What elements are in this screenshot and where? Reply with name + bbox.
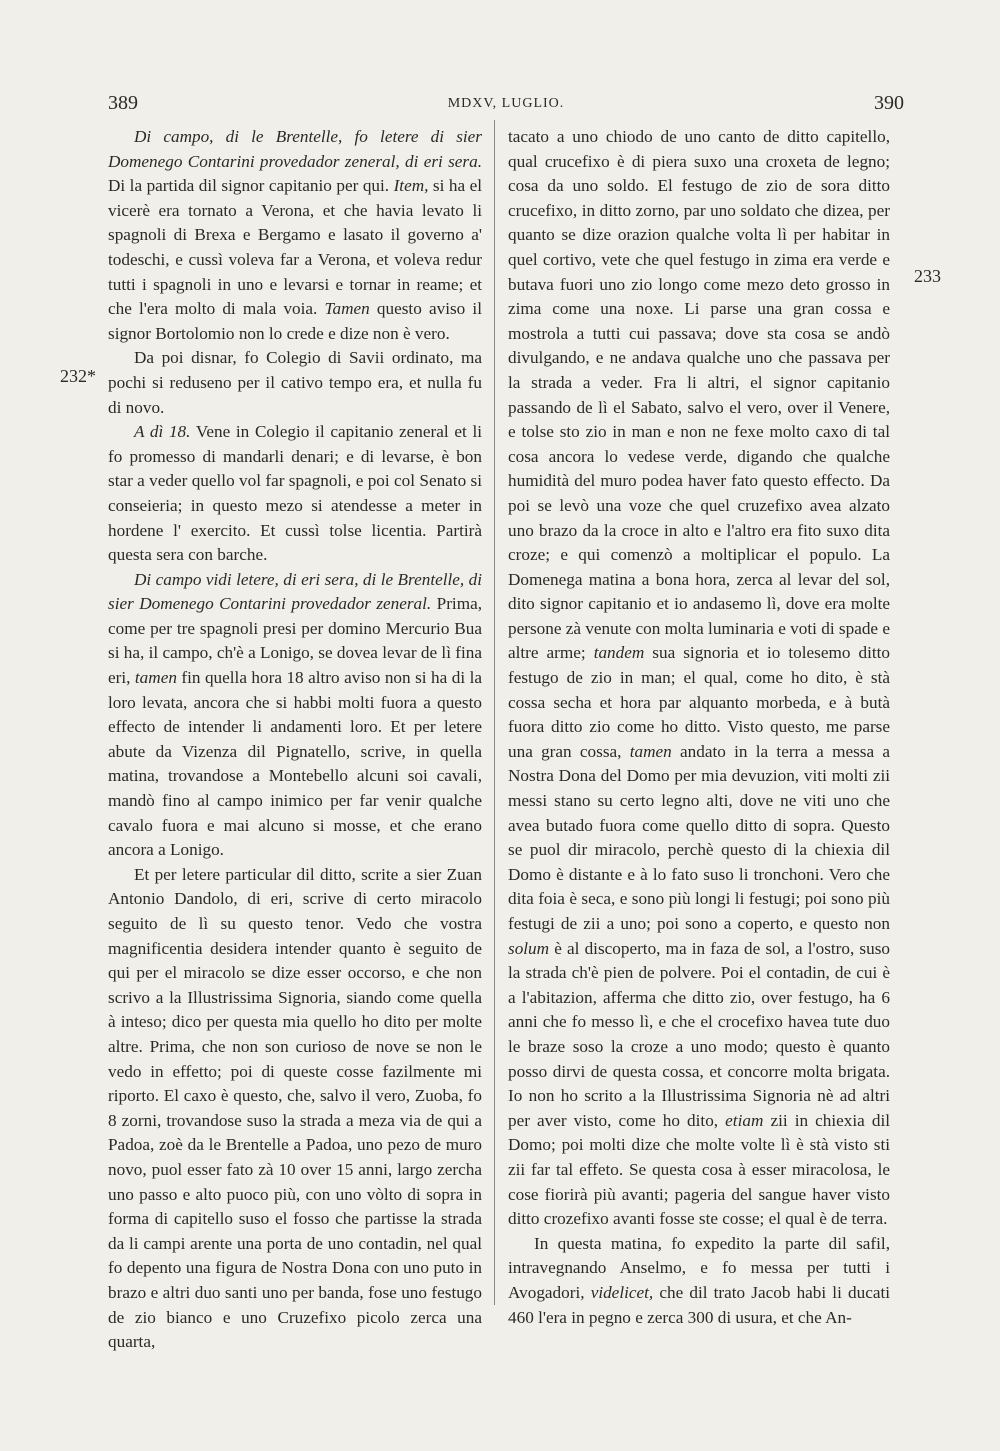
paragraph: Da poi disnar, fo Colegio di Savii ordinato, ma pochi si reduseno per il cativo tempo era, et nulla fu di novo. <box>108 348 482 417</box>
italic-word: Tamen <box>324 299 370 319</box>
text-run: zii in chiexia dil Domo; poi molti dize che molte volte lì è stà visto sti zii far tal effeto. Se questa cosa à esser miracolosa, le cose fiorirà più avanti; pageria del sangue haver visto ditto crozefixo avanti fosse ste cosse; el qual è de terra. <box>508 1110 890 1229</box>
paragraph <box>508 1232 890 1330</box>
text-run: sua signoria et io tolesemo ditto festugo de zio in man; el qual, come ho dito, è stà cossa secha et hora par alquanto morbeda, e à butà fuora ditto zio come ho ditto. Visto questo, me parse una gran cossa, <box>508 643 890 761</box>
text-run: Vene in Colegio il capitanio zeneral et li fo promesso di mandarli denari; e di levarse, è bon star a veder quello vol far spagnoli, e poi col Senato si conseieria; in questo mezo si atendesse a meter in hordene l' exercito. Et cussì tolse licentia. Partirà questa sera con barche. <box>108 422 482 565</box>
left-page-number: 389 <box>108 92 138 114</box>
paragraph <box>108 420 482 568</box>
text-run: In questa matina, fo expedito la parte dil safil, intravegnando Anselmo, e fo messa per tutti i Avogadori, <box>508 1233 890 1302</box>
left-margin-number: 232* <box>60 366 96 386</box>
paragraph: Et per letere particular dil ditto, scrite a sier Zuan Antonio Dandolo, di eri, scrive di certo miracolo seguito de lì su questo tenor. Vedo che vostra magnificentia desidera intender quanto è seguito de qui per el miracolo se dize esser occorso, e che non scrivo a la Illustrissima Signoria, siando come quella à inteso; dico per questa mia quello ho dito per molte altre. Prima, che non son curioso de nove se non le vedo in effetto; poi di queste cosse fazilmente mi riporto. El caxo è questo, che, salvo il vero, Zuoba, fo 8 zorni, trovandose suso la strada a meza via de qui a Padoa, zoè da le Brentelle a Padoa, uno pezo de muro novo, puol esser fato zà 10 over 15 anni, largo zercha uno passo e alto puoco più, con uno vòlto di sopra in forma di capitello suso el fosso che partisse la strada da li campi arente una porta de uno contadin, nel qual fo depento una figura de Nostra Dona con uno puto in brazo e altri duo santi uno per banda, fose uno festugo de zio bianco e uno Cruzefixo picolo zerca una quarta, <box>108 864 482 1352</box>
paragraph <box>508 125 890 1232</box>
italic-word: Item, <box>393 176 429 196</box>
text-run: che dil trato Jacob habi li ducati 460 l'era in pegno e zerca 300 di usura, et che An- <box>508 1282 891 1327</box>
column-divider <box>494 120 495 1305</box>
text-run: si ha el vicerè era tornato a Verona, et che havia levato li spagnoli di Brexa e Bergamo e lasato il governo a' todeschi, e cussì voleva far a Verona, et voleva redur tutti i spagnoli in uno e levarsi e tornar in reame; et che l'era molto di mala voia. <box>108 176 482 319</box>
text-run: Prima, come per tre spagnoli presi per domino Mercurio Bua si ha, il campo, ch'è a Lonigo, se dovea levar de lì fina eri, <box>108 594 483 688</box>
italic-heading: Di campo vidi letere, di eri sera, di le Brentelle, di sier Domenego Contarini provedador zeneral. <box>108 569 482 614</box>
right-column <box>508 125 890 1330</box>
italic-heading: Di campo, di le Brentelle, fo letere di sier Domenego Contarini provedador zeneral, di eri sera. <box>108 127 482 171</box>
text-run: andato in la terra a messa a Nostra Dona del Domo per mia devuzion, viti molti zii messi stano su certo legno alti, dove ne viti uno che avea butado fuora come quello ditto di sopra. Questo se puol dir miracolo, perchè questo di la chiexia dil Domo è distante e à lo fato suso li tronchoni. Vero che dita foia è seca, e sono più longi li festugi; poi sono più festugi de zii a uno; poi sono a coperto, e questo non <box>508 741 890 933</box>
text-run: tacato a uno chiodo de uno canto de ditto capitello, qual crucefixo è di piera suxo una croxeta de legno; cosa da uno soldo. El festugo de zio de sora ditto crucefixo, in ditto zorno, par uno soldato che dizea, per quanto se dize orazion qualche volta lì per habitar in quel cortivo, vete che quel festugo in zima era verde e butava fuori uno zio longo come mezo deto grosso in zima come una noxe. Li parse una gran cossa e mostrola a tutti cui passava; dove sta cosa se andò divulgando, e ne andava qualche uno che passava per la strada a veder. Fra li altri, el signor capitanio passando de lì el Sabato, salvo el vero, over il Venere, e tolse sto zio in man e non ne fexe molto caxo di tal cosa ancora lo vedese verde, digando che qualche humidità del muro podea haver fato questo effecto. Da poi se levò una voze che quel cruzefixo avea alzato uno brazo da la croce in alto e l'altro era fito suxo dita croze; e qui comenzò a moltiplicar el populo. La Domenega matina a bona hora, zerca al levar del sol, dito signor capitanio et io andasemo lì, dove era molte persone zà venute con molta luminaria e voti di spade e altre arme; <box>508 127 890 663</box>
italic-word: tamen <box>134 668 177 688</box>
italic-word: solum <box>508 938 550 958</box>
paragraph <box>108 125 482 346</box>
text-run: questo aviso il signor Bortolomio non lo crede e dize non è vero. <box>108 299 482 343</box>
text-run: è al discoperto, ma in faza de sol, a l'ostro, suso la strada ch'è pien de polvere. Poi el contadin, de cui è a l'abitazion, afferma che ditto zio, over festugo, ha 6 anni che fo messo lì, e che el crocefixo havea tute duo le braze soso la croze a uno modo; questo è quanto posso dirvi de questa cossa, et concorre molta brigata. Io non ho scrito a la Illustrissima Signoria nè ad altri per aver visto, come ho dito, <box>508 938 890 1130</box>
italic-word: tamen <box>629 741 672 761</box>
italic-word: tandem <box>593 643 645 663</box>
right-page-number: 390 <box>874 92 904 114</box>
left-column <box>108 125 482 1355</box>
paragraph <box>108 568 482 863</box>
italic-word: videlicet, <box>590 1282 654 1302</box>
right-margin-number: 233 <box>914 266 941 286</box>
date-heading: A dì 18. <box>134 422 191 442</box>
running-title: MDXV, LUGLIO. <box>447 96 565 111</box>
text-run: fin quella hora 18 altro aviso non si ha di la loro levata, ancora che si habbi molti fuora a questo effecto de intender li andamenti loro. Et per letere abute da Vizenza dil Pignatello, scrive, in quella matina, trovandose a Montebello alcuni soi cavali, mandò fino al campo inimico per far venir qualche cavalo fuora e mai alcuno si mosse, et che erano ancora a Lonigo. <box>108 668 482 860</box>
italic-word: etiam <box>725 1110 764 1130</box>
text-run: Di la partida dil signor capitanio per qui. <box>108 176 394 196</box>
page-header <box>108 92 904 116</box>
